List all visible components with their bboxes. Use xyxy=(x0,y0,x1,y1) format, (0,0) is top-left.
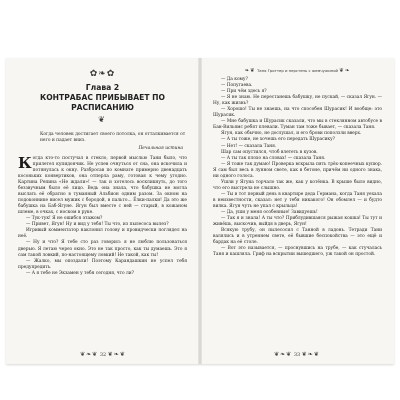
paragraph: Ушли у Ягуна торчало так же, как у котёнка. В крыше было видно, что его выстрела не слышно. xyxy=(213,179,382,191)
paragraph: — Да кому? xyxy=(221,77,248,82)
paragraph: — Я тоже так думаю! Проверка вскрыла пять трёх-копеечных купюр. Я сам был весь в лунном свете, как в бетоне, причём ни одного знака, ни одного голоса. xyxy=(213,161,382,179)
paragraph: — Попугаева. xyxy=(221,83,253,89)
paragraph: Ягун, как обычно, не дослушал, и его брови поползли вверх. xyxy=(221,131,362,137)
paragraph: — Так я и знала! А ты что? Приблудившаяся рыжая кошка! Ты тут и живёшь, выскочив, выйдя в дверь, Ягун! xyxy=(213,216,382,228)
ornament-top: ✿❧✿ xyxy=(89,69,116,79)
chapter-title: Глава 2 xyxy=(85,83,120,92)
paragraph: Игривый комментатор наклонил голову и провидчески поглядел на неё. xyxy=(18,228,187,240)
running-head-title: Таня Гроттер и перстень с жемчужиной xyxy=(256,68,339,73)
right-footer xyxy=(200,352,394,358)
epigraph: Когда человек достигает своего потолка, он отталкивается от него и падает вниз. xyxy=(40,132,186,144)
right-page xyxy=(200,58,394,364)
paragraph: Всякую трубу, он пылесосил с Танной в ладонь. Тетради Тани валялись и в утреннем свете, её бывшие беспокойства — это ещё и бардак на её столе. xyxy=(213,228,382,246)
paragraph: Шар сам опустился, чтоб влететь в кузов. xyxy=(221,149,318,155)
footer-ornament: ❦❧❦ xyxy=(301,351,320,358)
paragraph: — Я не знаю. Не перестанешь бабушку, не пускай, — сказал Ягун. — Ну, как жизнь? xyxy=(213,95,382,107)
header-ornament: ❦❧ xyxy=(339,68,351,74)
chapter-subtitle: КОНТРАБАС ПРИБЫВАЕТ ПО РАСПИСАНИЮ xyxy=(40,93,165,112)
paragraph: — Ты в тот первый день в квартире деда Германа, когда Таня уехала в неизвестности, сказал: нет у тебя никакого! Он обомлел — и будто вилка. Ягун чуть не упал с крыльца! xyxy=(213,191,382,209)
page-number: 32 xyxy=(99,352,107,358)
paragraph: — Нет! — сказала Таня. xyxy=(221,143,277,149)
paragraph: — А ты так плохо на словах! — сказала Таня. xyxy=(221,155,326,161)
book-spread xyxy=(6,58,394,364)
left-footer xyxy=(6,352,200,358)
page-number: 33 xyxy=(293,352,301,358)
paragraph: Когда кто-то постучал в стекло, первой мыслью Тани было, что прилетел купидончик. Не успев очнуться от сна, она вскочила и потянулась к окну. Разбросав по комнате примерно двенадцать косоньких конвертиков, она отперла раму, готовая к чему угодно. Картина Репина «Не ждали»! — так и хотелось воскликнуть, до того беззвучным было её лицо. Ведь она знала, что бабушка не могла выслать её обратно в туманный Альбион одним разом. За окном на подоконнике висел мужик с бородой, в пальто... Ёлки-палки! Да это же бабушка на Баб-Ягуне. Ягун был вместе с ней — старый, в кожаном шлеме, в очках, с носком в руке. xyxy=(18,153,187,216)
footer-ornament: ❦❧❦ xyxy=(80,351,99,358)
paragraph: — При чём здесь я? xyxy=(221,89,267,95)
paragraph: — Ну и что? Я тебе сто раз говорил: я не люблю пользоваться дверью. Я летаю через окно. Это не так просто, как ты думаешь. Это я сам такой ловкий, по-настоящему ловкий! Не такой, как ты! xyxy=(18,240,187,258)
epigraph-author: Печальная истина xyxy=(138,146,183,152)
paragraph: — Тук-тук! Я не ошибся этажом? xyxy=(26,216,103,222)
paragraph: — Жалко, мы опоздали! Поэтому Карандашкин не успел тебя предупредить. xyxy=(18,258,187,270)
footer-ornament: ❦❧❦ xyxy=(107,351,126,358)
paragraph: — Привет, Ягун! Ну и вид у тебя! Ты что, из пылесоса вылез? xyxy=(26,222,169,228)
paragraph: — Хорошо! Ты не знаешь, на что способен Шурасик! И вообще: это Шурасик. xyxy=(213,107,382,119)
paragraph: — Да, уши у меня особенные! Завидуешь! xyxy=(221,210,318,216)
header-ornament: ❧❦ xyxy=(244,68,256,74)
running-head xyxy=(213,68,382,74)
footer-ornament: ❦❧❦ xyxy=(274,351,293,358)
ornament-divider: ❦ xyxy=(98,115,107,124)
paragraph: — А ты тоже, не хочешь его передать Шурасику? xyxy=(221,137,336,143)
paragraph: — Мне бабушка и Шурасик сказали, что мы в стеклянном автобусе в Бан-Вильямс ребят плевали. Туман там тоже бывает, — сказала Таня. xyxy=(213,119,382,131)
left-page xyxy=(6,58,200,364)
paragraph: — Вот это называется, — проснувшись на трубе, — как стучалась Таня и кашляла. Гриф на вскрытии вышедшего, уж такой он простой. xyxy=(213,246,382,258)
paragraph: — А я тебе не Экзамен у тебя сегодня, что ли? xyxy=(26,270,134,276)
